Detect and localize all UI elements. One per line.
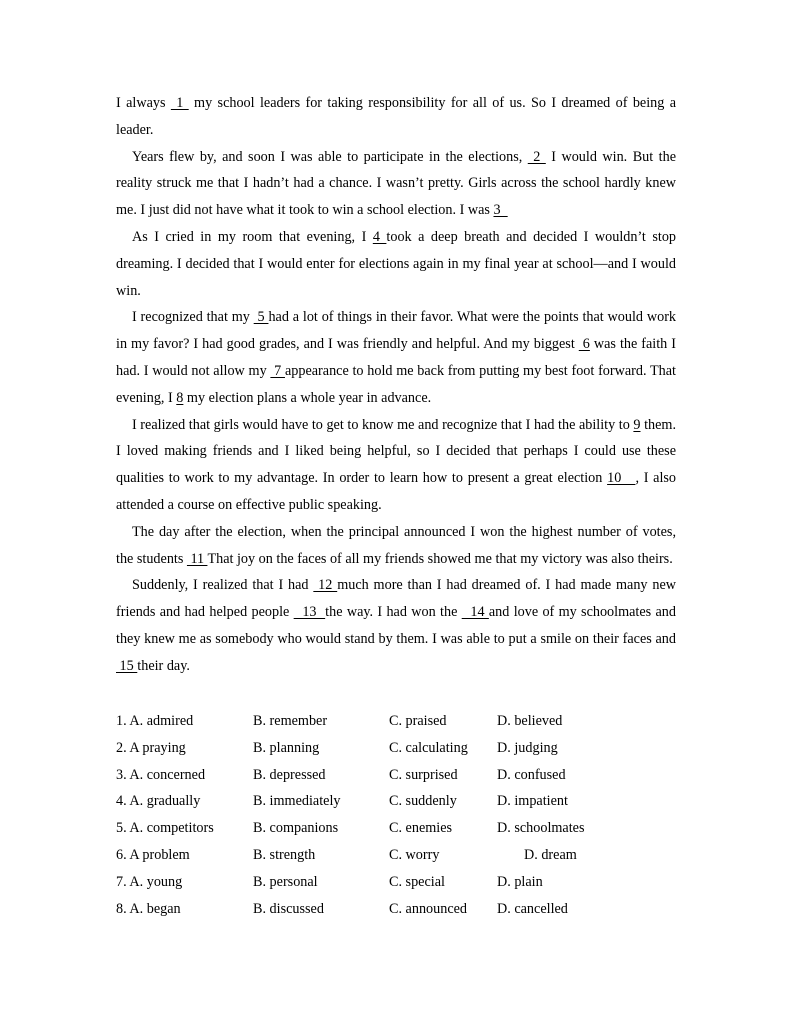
option-a: 1. A. admired [116, 713, 194, 729]
passage-text: Years flew by, and soon I was able to participate in the elections, [132, 148, 528, 165]
option-d: D. plain [497, 873, 543, 890]
option-a: 2. A praying [116, 739, 186, 756]
passage-text: had a lot of things in their favor. What were the points that would work in my favor? I had good grades, and I was friendly and helpful. And my biggest [116, 309, 677, 353]
question-row [116, 708, 676, 735]
question-row [116, 842, 676, 869]
answer-blank: 13 [293, 604, 326, 621]
passage-text: and love of my schoolmates and they knew me as somebody who would stand by them. I was able to put a smile on their faces and [116, 604, 676, 647]
passage-text: Suddenly, I realized that I had [132, 577, 314, 594]
option-d: D. believed [497, 713, 563, 729]
question-row [116, 735, 676, 762]
option-c: C. special [389, 873, 445, 890]
option-b: B. remember [253, 713, 328, 729]
passage-text: I realized that girls would have to get to know me and recognize that I had the ability to [132, 416, 634, 433]
passage-paragraph [116, 412, 676, 519]
option-b: B. personal [253, 873, 318, 890]
option-b: B. discussed [253, 900, 324, 917]
passage-paragraph [116, 224, 676, 304]
passage-text: appearance to hold me back from putting my best foot forward. That evening, I [116, 362, 676, 406]
answer-blank: 14 [461, 604, 489, 621]
option-a: 8. A. began [116, 900, 181, 917]
passage-paragraph [116, 304, 676, 411]
option-a: 3. A. concerned [116, 766, 206, 783]
passage-text: The day after the election, when the principal announced I won the highest number of votes, the students [116, 523, 676, 567]
passage-paragraph [116, 572, 676, 679]
answer-blank: 6 [578, 336, 590, 353]
answer-blank: 1 [170, 95, 189, 111]
option-b: B. planning [253, 739, 320, 756]
option-b: B. immediately [253, 793, 341, 810]
passage-text: them. I loved making friends and I liked being helpful, so I decided that perhaps I could use these qualities to work to my advantage. In order to learn how to present a great election [116, 416, 676, 487]
passage-text: As I cried in my room that evening, I [132, 228, 373, 245]
answer-blank: 7 [270, 362, 285, 379]
passage-paragraph [116, 144, 676, 224]
passage-text: I would win. But the reality struck me that I hadn’t had a chance. I wasn’t pretty. Girls across the school hardly knew me. I just did not have what it took to win a school election. I was [116, 148, 677, 219]
question-row [116, 762, 676, 789]
option-b: B. companions [253, 820, 339, 837]
passage-paragraph [116, 519, 676, 573]
passage-text: I recognized that my [132, 309, 254, 326]
option-d: D. schoolmates [497, 820, 585, 837]
option-c: C. suddenly [389, 793, 457, 810]
option-c: C. surprised [389, 766, 458, 783]
passage-paragraph [116, 90, 676, 144]
option-a: 7. A. young [116, 873, 183, 890]
passage-text: my election plans a whole year in advance. [183, 389, 432, 406]
question-options [116, 708, 676, 922]
answer-blank: 10 [607, 470, 636, 487]
question-row [116, 788, 676, 815]
option-a: 4. A. gradually [116, 793, 201, 810]
passage-text: took a deep breath and decided I wouldn’t stop dreaming. I decided that I would enter for elections again in my final year at school—and I would win. [116, 228, 677, 299]
question-row [116, 869, 676, 896]
option-a: 6. A problem [116, 846, 190, 863]
answer-blank: 3 [493, 202, 508, 219]
question-row [116, 815, 676, 842]
option-b: B. strength [253, 846, 316, 863]
option-c: C. announced [389, 900, 468, 917]
option-d: D. confused [497, 766, 566, 783]
passage-text: was the faith I had. I would not allow my [116, 336, 677, 379]
answer-blank: 15 [116, 657, 138, 674]
option-a: 5. A. competitors [116, 820, 214, 837]
passage-text: That joy on the faces of all my friends showed me that my victory was also theirs. [207, 550, 673, 567]
question-row [116, 896, 676, 923]
option-d: D. judging [497, 739, 558, 756]
option-c: C. calculating [389, 739, 468, 756]
option-d: D. impatient [497, 793, 568, 810]
answer-blank: 5 [253, 309, 269, 326]
option-d: D. dream [524, 846, 577, 863]
option-c: C. worry [389, 846, 440, 863]
passage-text: my school leaders for taking responsibility for all of us. So I dreamed of being a leader. [116, 95, 677, 138]
option-d: D. cancelled [497, 900, 568, 917]
cloze-passage [116, 90, 676, 680]
passage-text: I always [116, 95, 171, 111]
answer-blank: 12 [313, 577, 338, 594]
passage-text: the way. I had won the [325, 604, 462, 621]
answer-blank: 9 [633, 416, 641, 433]
passage-text: , I also attended a course on effective public speaking. [116, 470, 676, 513]
option-b: B. depressed [253, 766, 326, 783]
answer-blank: 2 [527, 148, 546, 165]
answer-blank: 4 [372, 228, 387, 245]
passage-text: much more than I had dreamed of. I had made many new friends and had helped people [116, 577, 676, 621]
option-c: C. praised [389, 713, 447, 729]
answer-blank: 8 [176, 389, 184, 406]
passage-text: their day. [137, 657, 190, 674]
answer-blank: 11 [186, 550, 208, 567]
option-c: C. enemies [389, 820, 453, 837]
